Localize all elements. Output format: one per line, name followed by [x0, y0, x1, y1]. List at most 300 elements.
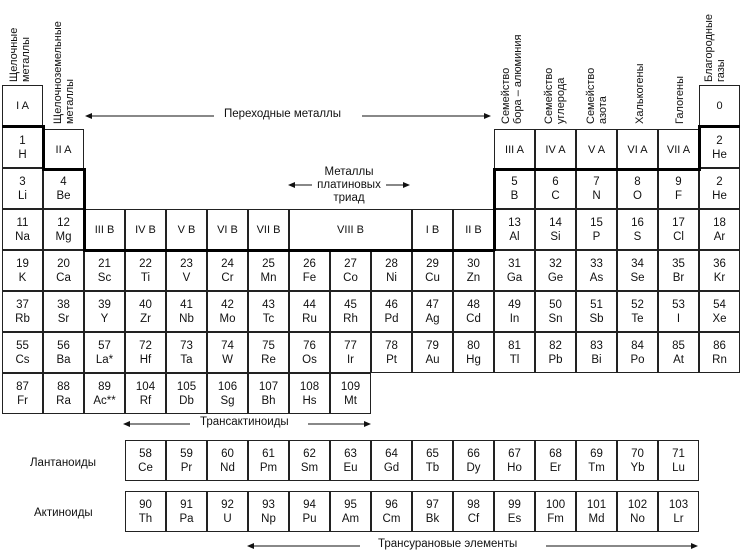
group-header-VIIIB: VIII B	[289, 209, 412, 250]
element-cell	[207, 332, 248, 373]
group-header-VIIB: VII B	[248, 209, 289, 250]
thick-border-h-noble	[698, 125, 740, 128]
atomic-number: 62	[303, 447, 316, 460]
element-symbol: W	[222, 353, 233, 366]
element-cell	[248, 373, 289, 414]
label-line: Благородные	[703, 13, 715, 82]
element-cell	[371, 491, 412, 532]
element-cell	[576, 250, 617, 291]
element-cell	[617, 440, 658, 481]
element-symbol: Bi	[591, 353, 602, 366]
element-symbol: Au	[425, 353, 440, 366]
element-symbol: K	[18, 271, 27, 284]
element-symbol: Na	[15, 230, 30, 243]
element-cell	[494, 250, 535, 291]
element-symbol: Tb	[425, 461, 440, 474]
atomic-number: 17	[672, 216, 685, 229]
element-symbol: Pa	[179, 512, 194, 525]
element-cell	[125, 291, 166, 332]
atomic-number: 16	[631, 216, 644, 229]
label-line: триад	[333, 192, 365, 204]
element-cell	[289, 373, 330, 414]
atomic-number: 98	[467, 498, 480, 511]
atomic-number: 31	[508, 257, 521, 270]
atomic-number: 25	[262, 257, 275, 270]
element-cell	[617, 291, 658, 332]
element-symbol: B	[510, 189, 519, 202]
element-symbol: Fe	[302, 271, 317, 284]
element-cell	[453, 291, 494, 332]
element-symbol: Pm	[259, 461, 278, 474]
atomic-number: 83	[590, 339, 603, 352]
element-cell	[166, 291, 207, 332]
label-line: углерода	[555, 77, 567, 124]
element-cell	[248, 440, 289, 481]
element-cell	[617, 168, 658, 209]
element-symbol: Kr	[713, 271, 726, 284]
element-cell	[248, 491, 289, 532]
element-symbol: Cf	[467, 512, 480, 525]
element-symbol: Nd	[220, 461, 235, 474]
element-cell	[207, 440, 248, 481]
element-cell	[494, 332, 535, 373]
atomic-number: 65	[426, 447, 439, 460]
element-cell	[289, 491, 330, 532]
element-cell	[576, 332, 617, 373]
atomic-number: 93	[262, 498, 275, 511]
element-symbol: In	[509, 312, 520, 325]
element-symbol: N	[592, 189, 601, 202]
element-cell	[535, 332, 576, 373]
element-cell	[658, 250, 699, 291]
element-cell	[699, 168, 740, 209]
atomic-number: 58	[139, 447, 152, 460]
element-symbol: V	[182, 271, 191, 284]
element-symbol: Zn	[466, 271, 481, 284]
element-cell	[412, 440, 453, 481]
element-symbol: Bh	[261, 394, 276, 407]
atomic-number: 73	[180, 339, 193, 352]
atomic-number: 33	[590, 257, 603, 270]
element-symbol: Rh	[343, 312, 358, 325]
element-symbol: Th	[138, 512, 153, 525]
element-cell	[125, 332, 166, 373]
element-symbol: Ta	[180, 353, 193, 366]
element-symbol: Cu	[425, 271, 440, 284]
element-cell	[84, 250, 125, 291]
atomic-number: 77	[344, 339, 357, 352]
element-symbol: He	[712, 148, 727, 161]
element-symbol: Li	[18, 189, 27, 202]
atomic-number: 51	[590, 298, 603, 311]
atomic-number: 40	[139, 298, 152, 311]
atomic-number: 92	[221, 498, 234, 511]
element-cell	[453, 250, 494, 291]
atomic-number: 7	[593, 175, 600, 188]
element-symbol: P	[592, 230, 601, 243]
atomic-number: 13	[508, 216, 521, 229]
atomic-number: 6	[552, 175, 559, 188]
atomic-number: 9	[675, 175, 682, 188]
atomic-number: 90	[139, 498, 152, 511]
element-cell	[494, 291, 535, 332]
atomic-number: 89	[98, 380, 111, 393]
element-symbol: Be	[56, 189, 71, 202]
element-symbol: Tl	[509, 353, 520, 366]
element-symbol: Fm	[547, 512, 564, 525]
atomic-number: 64	[385, 447, 398, 460]
element-symbol: Pb	[548, 353, 563, 366]
atomic-number: 20	[57, 257, 70, 270]
label-line: Семейство	[543, 67, 555, 124]
atomic-number: 102	[627, 498, 648, 511]
thick-border-h-pblock	[493, 168, 701, 171]
element-symbol: Ru	[302, 312, 317, 325]
group-header-zero: 0	[699, 85, 740, 126]
element-symbol: Dy	[466, 461, 481, 474]
element-symbol: Hf	[139, 353, 152, 366]
element-cell	[43, 291, 84, 332]
element-symbol: Pd	[384, 312, 399, 325]
element-cell	[166, 332, 207, 373]
atomic-number: 80	[467, 339, 480, 352]
element-symbol: Si	[550, 230, 561, 243]
element-symbol: No	[630, 512, 645, 525]
element-cell	[535, 250, 576, 291]
atomic-number: 75	[262, 339, 275, 352]
element-cell	[535, 291, 576, 332]
element-symbol: Os	[302, 353, 317, 366]
element-cell	[2, 250, 43, 291]
atomic-number: 23	[180, 257, 193, 270]
thick-border-h-transition	[83, 249, 495, 252]
group-header-VIA: VI A	[617, 129, 658, 170]
element-symbol: Cr	[221, 271, 234, 284]
element-symbol: Sb	[589, 312, 604, 325]
label-line: Щелочные	[8, 27, 20, 82]
element-cell	[658, 209, 699, 250]
element-cell	[658, 440, 699, 481]
element-symbol: Se	[630, 271, 645, 284]
atomic-number: 107	[258, 380, 279, 393]
element-symbol: Ca	[56, 271, 71, 284]
atomic-number: 84	[631, 339, 644, 352]
atomic-number: 87	[16, 380, 29, 393]
element-symbol: At	[673, 353, 684, 366]
element-cell	[453, 491, 494, 532]
label-line: Халькогены	[634, 63, 646, 124]
element-symbol: Db	[179, 394, 194, 407]
element-cell	[494, 491, 535, 532]
label-line: платиновых	[317, 179, 381, 191]
element-cell	[84, 332, 125, 373]
element-cell	[494, 440, 535, 481]
element-cell	[125, 440, 166, 481]
label-line: металлы	[64, 78, 76, 124]
element-symbol: Sn	[548, 312, 563, 325]
element-symbol: Ag	[425, 312, 440, 325]
atomic-number: 44	[303, 298, 316, 311]
atomic-number: 45	[344, 298, 357, 311]
atomic-number: 69	[590, 447, 603, 460]
atomic-number: 30	[467, 257, 480, 270]
atomic-number: 78	[385, 339, 398, 352]
element-symbol: Bk	[425, 512, 440, 525]
label-line: Металлы	[324, 166, 374, 178]
atomic-number: 71	[672, 447, 685, 460]
element-symbol: Rn	[712, 353, 727, 366]
label-line: азота	[597, 96, 609, 124]
element-symbol: Ac**	[93, 394, 116, 407]
atomic-number: 52	[631, 298, 644, 311]
atomic-number: 5	[511, 175, 518, 188]
element-cell	[84, 291, 125, 332]
element-symbol: Tm	[588, 461, 605, 474]
element-symbol: Ho	[507, 461, 522, 474]
element-symbol: Am	[341, 512, 360, 525]
element-cell	[330, 373, 371, 414]
atomic-number: 82	[549, 339, 562, 352]
label-line: Семейство	[585, 67, 597, 124]
element-symbol: Yb	[630, 461, 645, 474]
atomic-number: 15	[590, 216, 603, 229]
element-cell	[617, 491, 658, 532]
thick-border-v-noble	[698, 125, 701, 171]
group-header-IB: I B	[412, 209, 453, 250]
element-symbol: Ge	[547, 271, 564, 284]
element-cell	[658, 291, 699, 332]
element-symbol: H	[18, 148, 27, 161]
atomic-number: 41	[180, 298, 193, 311]
atomic-number: 85	[672, 339, 685, 352]
atomic-number: 48	[467, 298, 480, 311]
label-line: Семейство	[500, 67, 512, 124]
atomic-number: 59	[180, 447, 193, 460]
actinoids-label: Актиноиды	[34, 507, 93, 519]
atomic-number: 81	[508, 339, 521, 352]
atomic-number: 28	[385, 257, 398, 270]
element-cell	[330, 491, 371, 532]
atomic-number: 47	[426, 298, 439, 311]
element-symbol: Sc	[97, 271, 112, 284]
element-cell	[125, 250, 166, 291]
element-symbol: Ba	[56, 353, 71, 366]
element-symbol: La*	[95, 353, 114, 366]
element-cell	[535, 209, 576, 250]
element-cell	[494, 209, 535, 250]
element-symbol: He	[712, 189, 727, 202]
platinum-metals-label	[300, 166, 398, 205]
element-symbol: Mn	[260, 271, 277, 284]
group-header-VA: V A	[576, 129, 617, 170]
element-symbol: Br	[672, 271, 685, 284]
atomic-number: 101	[586, 498, 607, 511]
atomic-number: 21	[98, 257, 111, 270]
element-symbol: Mt	[344, 394, 357, 407]
atomic-number: 12	[57, 216, 70, 229]
atomic-number: 26	[303, 257, 316, 270]
element-symbol: Al	[509, 230, 520, 243]
atomic-number: 60	[221, 447, 234, 460]
group-header-IIIB: III B	[84, 209, 125, 250]
element-cell	[699, 332, 740, 373]
atomic-number: 86	[713, 339, 726, 352]
group-header-IIIA: III A	[494, 129, 535, 170]
element-cell	[43, 250, 84, 291]
element-symbol: Zr	[140, 312, 151, 325]
atomic-number: 61	[262, 447, 275, 460]
element-cell	[617, 332, 658, 373]
element-symbol: As	[589, 271, 604, 284]
element-symbol: Tc	[262, 312, 275, 325]
element-cell	[125, 491, 166, 532]
element-cell	[576, 440, 617, 481]
element-cell	[371, 332, 412, 373]
atomic-number: 35	[672, 257, 685, 270]
element-cell	[330, 250, 371, 291]
atomic-number: 66	[467, 447, 480, 460]
atomic-number: 27	[344, 257, 357, 270]
element-cell	[207, 491, 248, 532]
element-cell	[330, 332, 371, 373]
element-symbol: Hs	[302, 394, 317, 407]
element-symbol: Co	[343, 271, 358, 284]
atomic-number: 38	[57, 298, 70, 311]
group-header-IA: I A	[2, 85, 43, 126]
element-symbol: Te	[631, 312, 644, 325]
element-symbol: Pt	[386, 353, 397, 366]
transactinoids-label: Трансактиноиды	[194, 416, 295, 428]
element-cell	[43, 373, 84, 414]
element-cell	[289, 440, 330, 481]
atomic-number: 11	[16, 216, 29, 229]
element-symbol: Mo	[219, 312, 236, 325]
element-symbol: Lr	[673, 512, 684, 525]
element-symbol: Md	[588, 512, 605, 525]
lanthanoids-label: Лантаноиды	[30, 457, 96, 469]
thick-border-v-boron	[493, 168, 496, 251]
atomic-number: 56	[57, 339, 70, 352]
atomic-number: 76	[303, 339, 316, 352]
element-cell	[2, 332, 43, 373]
group-header-IVA: IV A	[535, 129, 576, 170]
atomic-number: 100	[545, 498, 566, 511]
element-cell	[576, 291, 617, 332]
atomic-number: 22	[139, 257, 152, 270]
atomic-number: 34	[631, 257, 644, 270]
atomic-number: 72	[139, 339, 152, 352]
element-symbol: Sm	[300, 461, 319, 474]
atomic-number: 19	[16, 257, 29, 270]
element-cell	[248, 332, 289, 373]
atomic-number: 42	[221, 298, 234, 311]
element-symbol: Gd	[383, 461, 400, 474]
atomic-number: 49	[508, 298, 521, 311]
element-cell	[125, 373, 166, 414]
element-symbol: C	[551, 189, 560, 202]
element-symbol: S	[633, 230, 642, 243]
atomic-number: 68	[549, 447, 562, 460]
element-symbol: Cl	[673, 230, 684, 243]
element-symbol: Mg	[55, 230, 72, 243]
atomic-number: 3	[19, 175, 26, 188]
element-symbol: Xe	[712, 312, 727, 325]
element-cell	[207, 291, 248, 332]
atomic-number: 96	[385, 498, 398, 511]
atomic-number: 105	[176, 380, 197, 393]
atomic-number: 109	[340, 380, 361, 393]
element-cell	[535, 491, 576, 532]
atomic-number: 70	[631, 447, 644, 460]
element-symbol: Cd	[466, 312, 481, 325]
element-cell	[207, 373, 248, 414]
label-line: бора – алюминия	[512, 34, 524, 124]
atomic-number: 63	[344, 447, 357, 460]
element-cell	[412, 491, 453, 532]
group-header-IVB: IV B	[125, 209, 166, 250]
atomic-number: 37	[16, 298, 29, 311]
element-cell	[2, 168, 43, 209]
element-cell	[699, 250, 740, 291]
atomic-number: 2	[716, 175, 723, 188]
atomic-number: 18	[713, 216, 726, 229]
element-symbol: Cs	[15, 353, 30, 366]
atomic-number: 1	[19, 134, 26, 147]
label-line: металлы	[20, 36, 32, 82]
element-cell	[289, 332, 330, 373]
element-symbol: Eu	[343, 461, 358, 474]
element-cell	[658, 491, 699, 532]
element-cell	[453, 332, 494, 373]
atomic-number: 94	[303, 498, 316, 511]
atomic-number: 43	[262, 298, 275, 311]
element-symbol: Po	[630, 353, 645, 366]
element-symbol: Nb	[179, 312, 194, 325]
element-cell	[330, 291, 371, 332]
element-cell	[535, 440, 576, 481]
atomic-number: 29	[426, 257, 439, 270]
element-cell	[658, 168, 699, 209]
thick-border-v-row1	[42, 125, 45, 169]
element-symbol: U	[223, 512, 232, 525]
element-cell	[576, 491, 617, 532]
atomic-number: 39	[98, 298, 111, 311]
element-cell	[494, 168, 535, 209]
group-header-VIB: VI B	[207, 209, 248, 250]
atomic-number: 32	[549, 257, 562, 270]
element-cell	[699, 291, 740, 332]
thick-border-v-row2	[83, 168, 86, 251]
element-symbol: Ga	[506, 271, 523, 284]
element-cell	[43, 332, 84, 373]
element-symbol: Y	[100, 312, 109, 325]
atomic-number: 74	[221, 339, 234, 352]
atomic-number: 46	[385, 298, 398, 311]
element-cell	[43, 168, 84, 209]
element-symbol: Re	[261, 353, 276, 366]
atomic-number: 24	[221, 257, 234, 270]
atomic-number: 106	[217, 380, 238, 393]
element-symbol: Er	[549, 461, 562, 474]
atomic-number: 14	[549, 216, 562, 229]
atomic-number: 108	[299, 380, 320, 393]
element-cell	[207, 250, 248, 291]
atomic-number: 54	[713, 298, 726, 311]
atomic-number: 95	[344, 498, 357, 511]
label-line: Галогены	[674, 76, 686, 124]
element-cell	[576, 209, 617, 250]
element-symbol: Sg	[220, 394, 235, 407]
